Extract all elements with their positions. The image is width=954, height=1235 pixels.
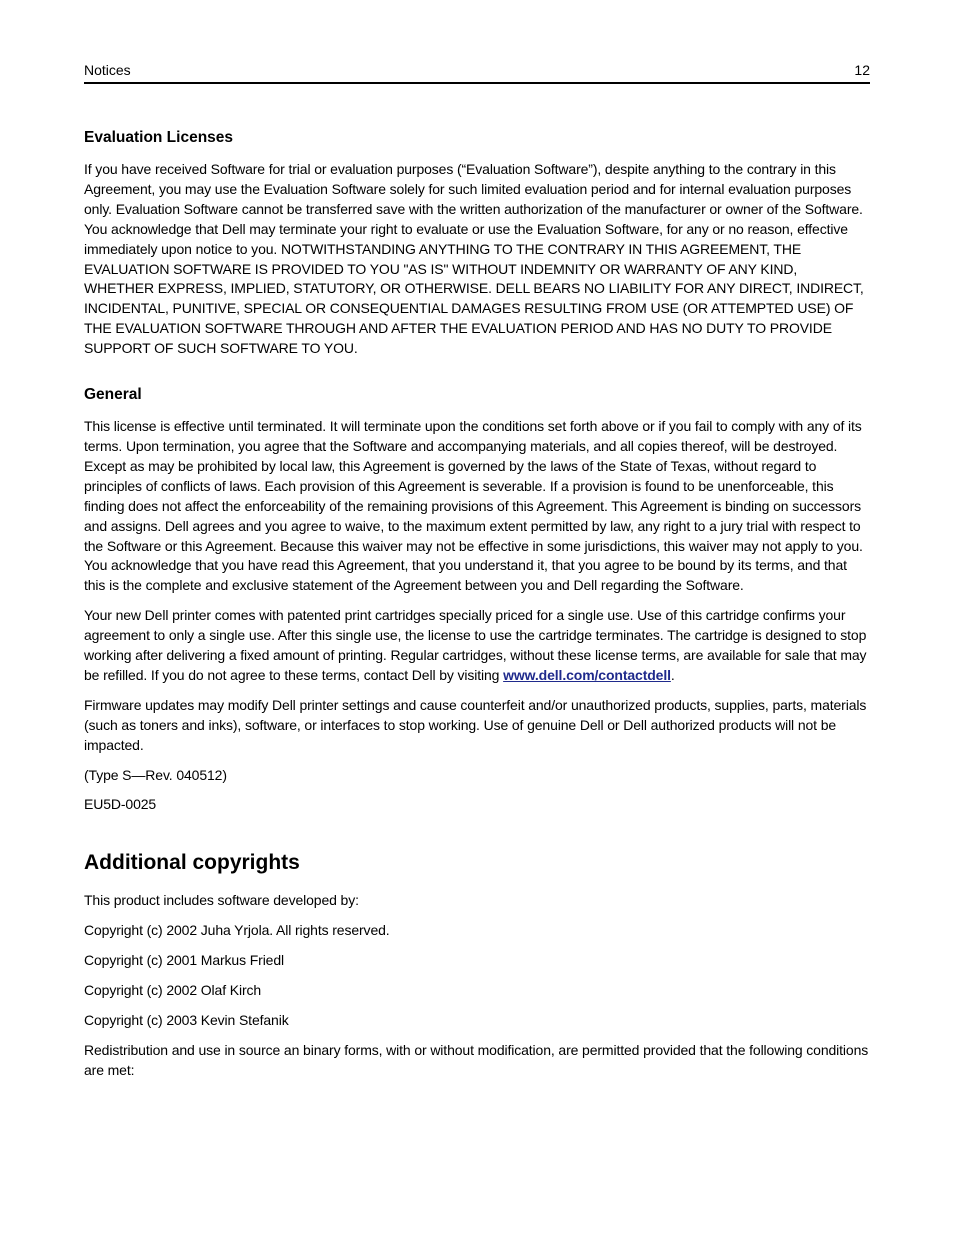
cartridge-text-end: . — [670, 666, 675, 683]
cartridge-text: Your new Dell printer comes with patented print cartridges specially priced for a single use. Use of this cartridge confirms your agreement to only a single use. After this single use, the license to use the cartridge terminates. The cartridge is designed to stop working after delivering a fixed amount of printing. Regular cartridges, without these license terms, are available for sale that may be refilled. If you do not agree to these terms, contact Dell by visiting — [84, 607, 867, 683]
general-paragraph-firmware: Firmware updates may modify Dell printer settings and cause counterfeit and/or unauthorized products, supplies, parts, materials (such as toners and inks), software, or interfaces to stop working. Use of genuine Dell or Dell authorized products will not be impacted. — [84, 696, 867, 753]
section-spacer — [84, 369, 870, 385]
copyright-line: Copyright (c) 2002 Juha Yrjola. All rights reserved. — [84, 922, 390, 939]
general-paragraph-termination: This license is effective until terminated. It will terminate upon the conditions set forth above or if you fail to comply with any of its terms. Upon termination, you agree that the Software and accompanying materials, and all copies thereof, will be destroyed. Except as may be prohibited by local law, this Agreement is governed by the laws of the State of Texas, without regard to principles of conflicts of laws. Each provision of this Agreement is severable. If a provision is found to be unenforceable, this finding does not affect the enforceability of the remaining provisions of this Agreement. This Agreement is binding on successors and assigns. Dell agrees and you agree to waive, to the maximum extent permitted by law, any right to a jury trial with respect to the Software or this Agreement. Because this waiver may not be effective in some jurisdictions, this waiver may not apply to you. You acknowledge that you have read this Agreement, that you understand it, that you agree to be bound by its terms, and that this is the complete and exclusive statement of the Agreement between you and Dell regarding the Software. — [84, 418, 863, 594]
document-body — [84, 128, 870, 1091]
section-spacer — [84, 825, 870, 849]
evaluation-licenses-heading: Evaluation Licenses — [84, 129, 234, 146]
general-section — [84, 385, 870, 815]
evaluation-licenses-paragraph: If you have received Software for trial or evaluation purposes (“Evaluation Software”), despite anything to the contrary in this Agreement, you may use the Evaluation Software solely for such limited evaluation period and for internal evaluation purposes only. Evaluation Software cannot be transferred save with the written authorization of the manufacturer or owner of the Software. You acknowledge that Dell may terminate your right to evaluate or use the Evaluation Software, for any or no reason, effective immediately upon notice to you. NOTWITHSTANDING ANYTHING TO THE CONTRARY IN THIS AGREEMENT, THE EVALUATION SOFTWARE IS PROVIDED TO YOU "AS IS" WITHOUT INDEMNITY OR WARRANTY OF ANY KIND, WHETHER EXPRESS, IMPLIED, STATUTORY, OR OTHERWISE. DELL BEARS NO LIABILITY FOR ANY DIRECT, INDIRECT, INCIDENTAL, PUNITIVE, SPECIAL OR CONSEQUENTIAL DAMAGES RESULTING FROM USE (OR ATTEMPTED USE) OF THE EVALUATION SOFTWARE THROUGH AND AFTER THE EVALUATION PERIOD AND HAS NO DUTY TO PROVIDE SUPPORT OF SUCH SOFTWARE TO YOU. — [84, 161, 864, 357]
general-paragraph-cartridge — [84, 606, 870, 686]
redistribution-paragraph: Redistribution and use in source an binary forms, with or without modification, are permitted provided that the following conditions are met: — [84, 1041, 869, 1078]
running-header — [84, 60, 870, 84]
document-code-line: EU5D-0025 — [84, 796, 157, 813]
contact-dell-link[interactable]: www.dell.com/contactdell — [503, 666, 671, 683]
additional-copyrights-heading: Additional copyrights — [84, 851, 300, 875]
type-revision-line: (Type S—Rev. 040512) — [84, 766, 227, 783]
evaluation-licenses-section — [84, 128, 870, 359]
additional-copyrights-section — [84, 849, 870, 1080]
header-section-title: Notices — [84, 62, 131, 78]
copyrights-intro: This product includes software developed by: — [84, 892, 359, 909]
copyright-line: Copyright (c) 2003 Kevin Stefanik — [84, 1012, 289, 1028]
copyright-line: Copyright (c) 2002 Olaf Kirch — [84, 982, 262, 999]
header-page-number: 12 — [854, 62, 870, 78]
general-heading: General — [84, 386, 142, 404]
copyright-line: Copyright (c) 2001 Markus Friedl — [84, 952, 285, 969]
